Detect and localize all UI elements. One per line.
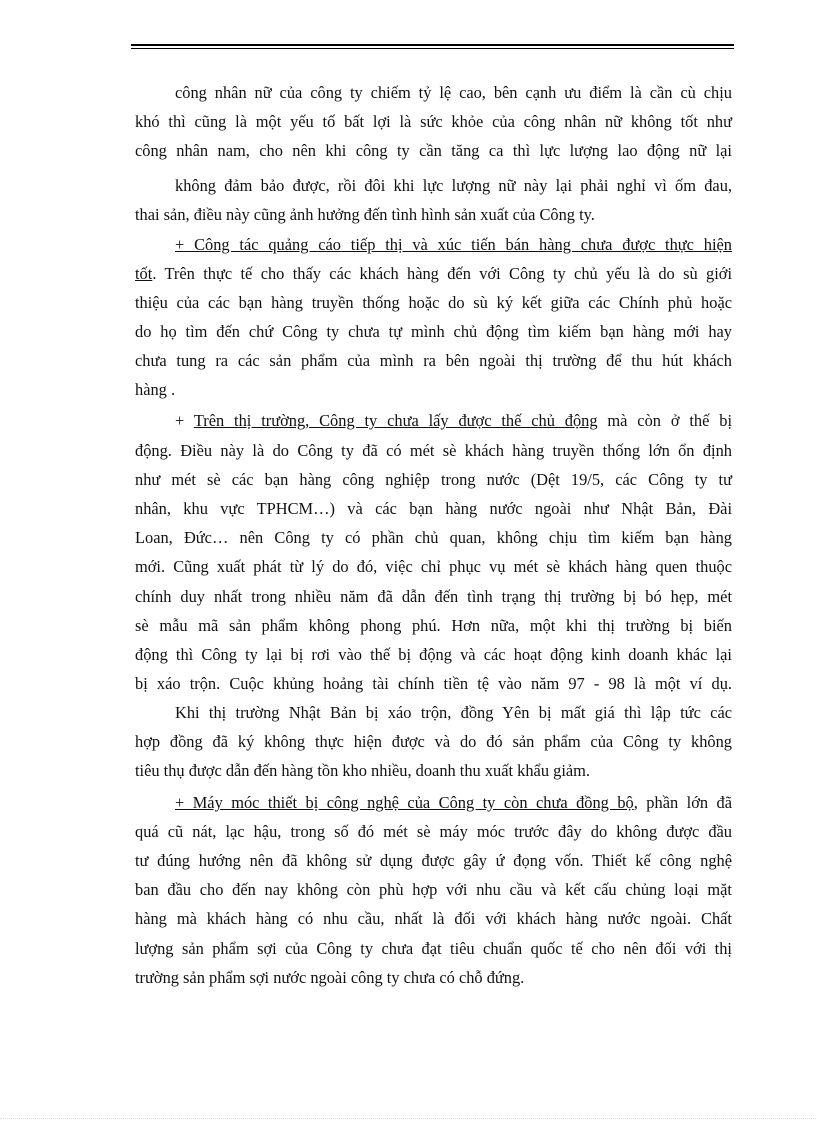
text-line: sè mẫu mã sản phẩm không phong phú. Hơn nữa, một khi thị trường bị biến [135,616,732,635]
text-line: công nhân nữ của công ty chiếm tỷ lệ cao, bên cạnh ưu điểm là cần cù chịu [175,83,732,102]
text-line: lượng sản phẩm sợi của Công ty chưa đạt tiêu chuẩn quốc tế cho nên đối với thị [135,939,732,958]
text-line: chính duy nhất trong nhiều năm đã dẫn đến tình trạng thị trường bị bó hẹp, mét [135,587,732,606]
text-run: mà còn ở thế bị [597,411,732,430]
text-line [175,793,732,813]
text-line: hợp đồng đã ký không thực hiện được và do đó sản phẩm của Công ty không [135,732,732,751]
text-line: ban đầu cho đến nay không còn phù hợp với nhu cầu và kết cấu chủng loại mặt [135,880,732,899]
text-line: động. Điều này là do Công ty đã có mét sè khách hàng truyền thống lớn ổn định [135,441,732,460]
text-line: mới. Cũng xuất phát từ lý do đó, việc chỉ phục vụ mét sè khách hàng quen thuộc [135,557,732,576]
text-line: nhân, khu vực TPHCM…) và các bạn hàng nước ngoài như Nhật Bản, Đài [135,499,732,518]
text-line: hàng mà khách hàng có nhu cầu, nhất là đối với khách hàng nước ngoài. Chất [135,909,732,928]
text-line: tiêu thụ được dẫn đến hàng tồn kho nhiều, doanh thu xuất khẩu giảm. [135,761,591,780]
header-rule-bottom [131,48,734,49]
text-line: không đảm bảo được, rồi đôi khi lực lượng nữ này lại phải nghỉ vì ốm đau, [175,176,732,195]
text-line: tư đúng hướng nên đã không sử dụng được gây ứ đọng vốn. Thiết kế công nghệ [135,851,732,870]
header-rule-top [131,44,734,46]
heading-equipment: + Máy móc thiết bị công nghệ của Công ty còn chưa đồng bộ [175,793,634,812]
text-line: công nhân nam, cho nên khi công ty cần tăng ca thì lực lượng lao động nữ lại [135,141,732,160]
text-line: thai sản, điều này cũng ảnh hưởng đến tình hình sản xuất của Công ty. [135,205,595,224]
text-line: động thì Công ty lại bị rơi vào thế bị động và các hoạt động kinh doanh khác lại [135,645,732,664]
text-line: khó thì cũng là một yếu tố bất lợi là sức khỏe của công nhân nữ không tốt như [135,112,732,131]
text-line: Loan, Đức… nên Công ty có phần chủ quan, không chịu tìm kiếm bạn hàng [135,528,732,547]
text-line: bị xáo trộn. Cuộc khủng hoảng tài chính tiền tệ vào năm 97 - 98 là một ví dụ. [135,674,732,693]
text-line [175,411,732,431]
text-line: do họ tìm đến chứ Công ty chưa tự mình chủ động tìm kiếm bạn hàng mới hay [135,322,732,341]
text-run: . Trên thực tế cho thấy các khách hàng đến với Công ty chủ yếu là do sù giới [152,264,732,283]
heading-marketing: + Công tác quảng cáo tiếp thị và xúc tiến bán hàng chưa được thực hiện [175,235,732,254]
text-line: chưa tung ra các sản phẩm của mình ra bên ngoài thị trường để thu hút khách [135,351,732,370]
heading-market: Trên thị trường, Công ty chưa lấy được thế chủ động [193,411,598,430]
text-line [135,264,732,284]
text-line: quá cũ nát, lạc hậu, trong số đó mét sè máy móc trước đây do không được đầu [135,822,732,841]
text-line [175,235,732,255]
text-line: trường sản phẩm sợi nước ngoài công ty chưa có chỗ đứng. [135,968,525,987]
text-line: Khi thị trường Nhật Bản bị xáo trộn, đồng Yên bị mất giá thì lập tức các [175,703,732,722]
text-line: thiệu của các bạn hàng truyền thống hoặc do sù ký kết giữa các Chính phủ hoặc [135,293,732,312]
heading-marketing-cont: tốt [135,264,153,283]
page-bottom-border [0,1118,816,1119]
text-run: + [175,411,194,430]
text-run: , phần lớn đã [633,793,732,812]
text-line: như mét sè các bạn hàng công nghiệp trong nước (Dệt 19/5, các Công ty tư [135,470,732,489]
text-line: hàng . [135,380,176,399]
